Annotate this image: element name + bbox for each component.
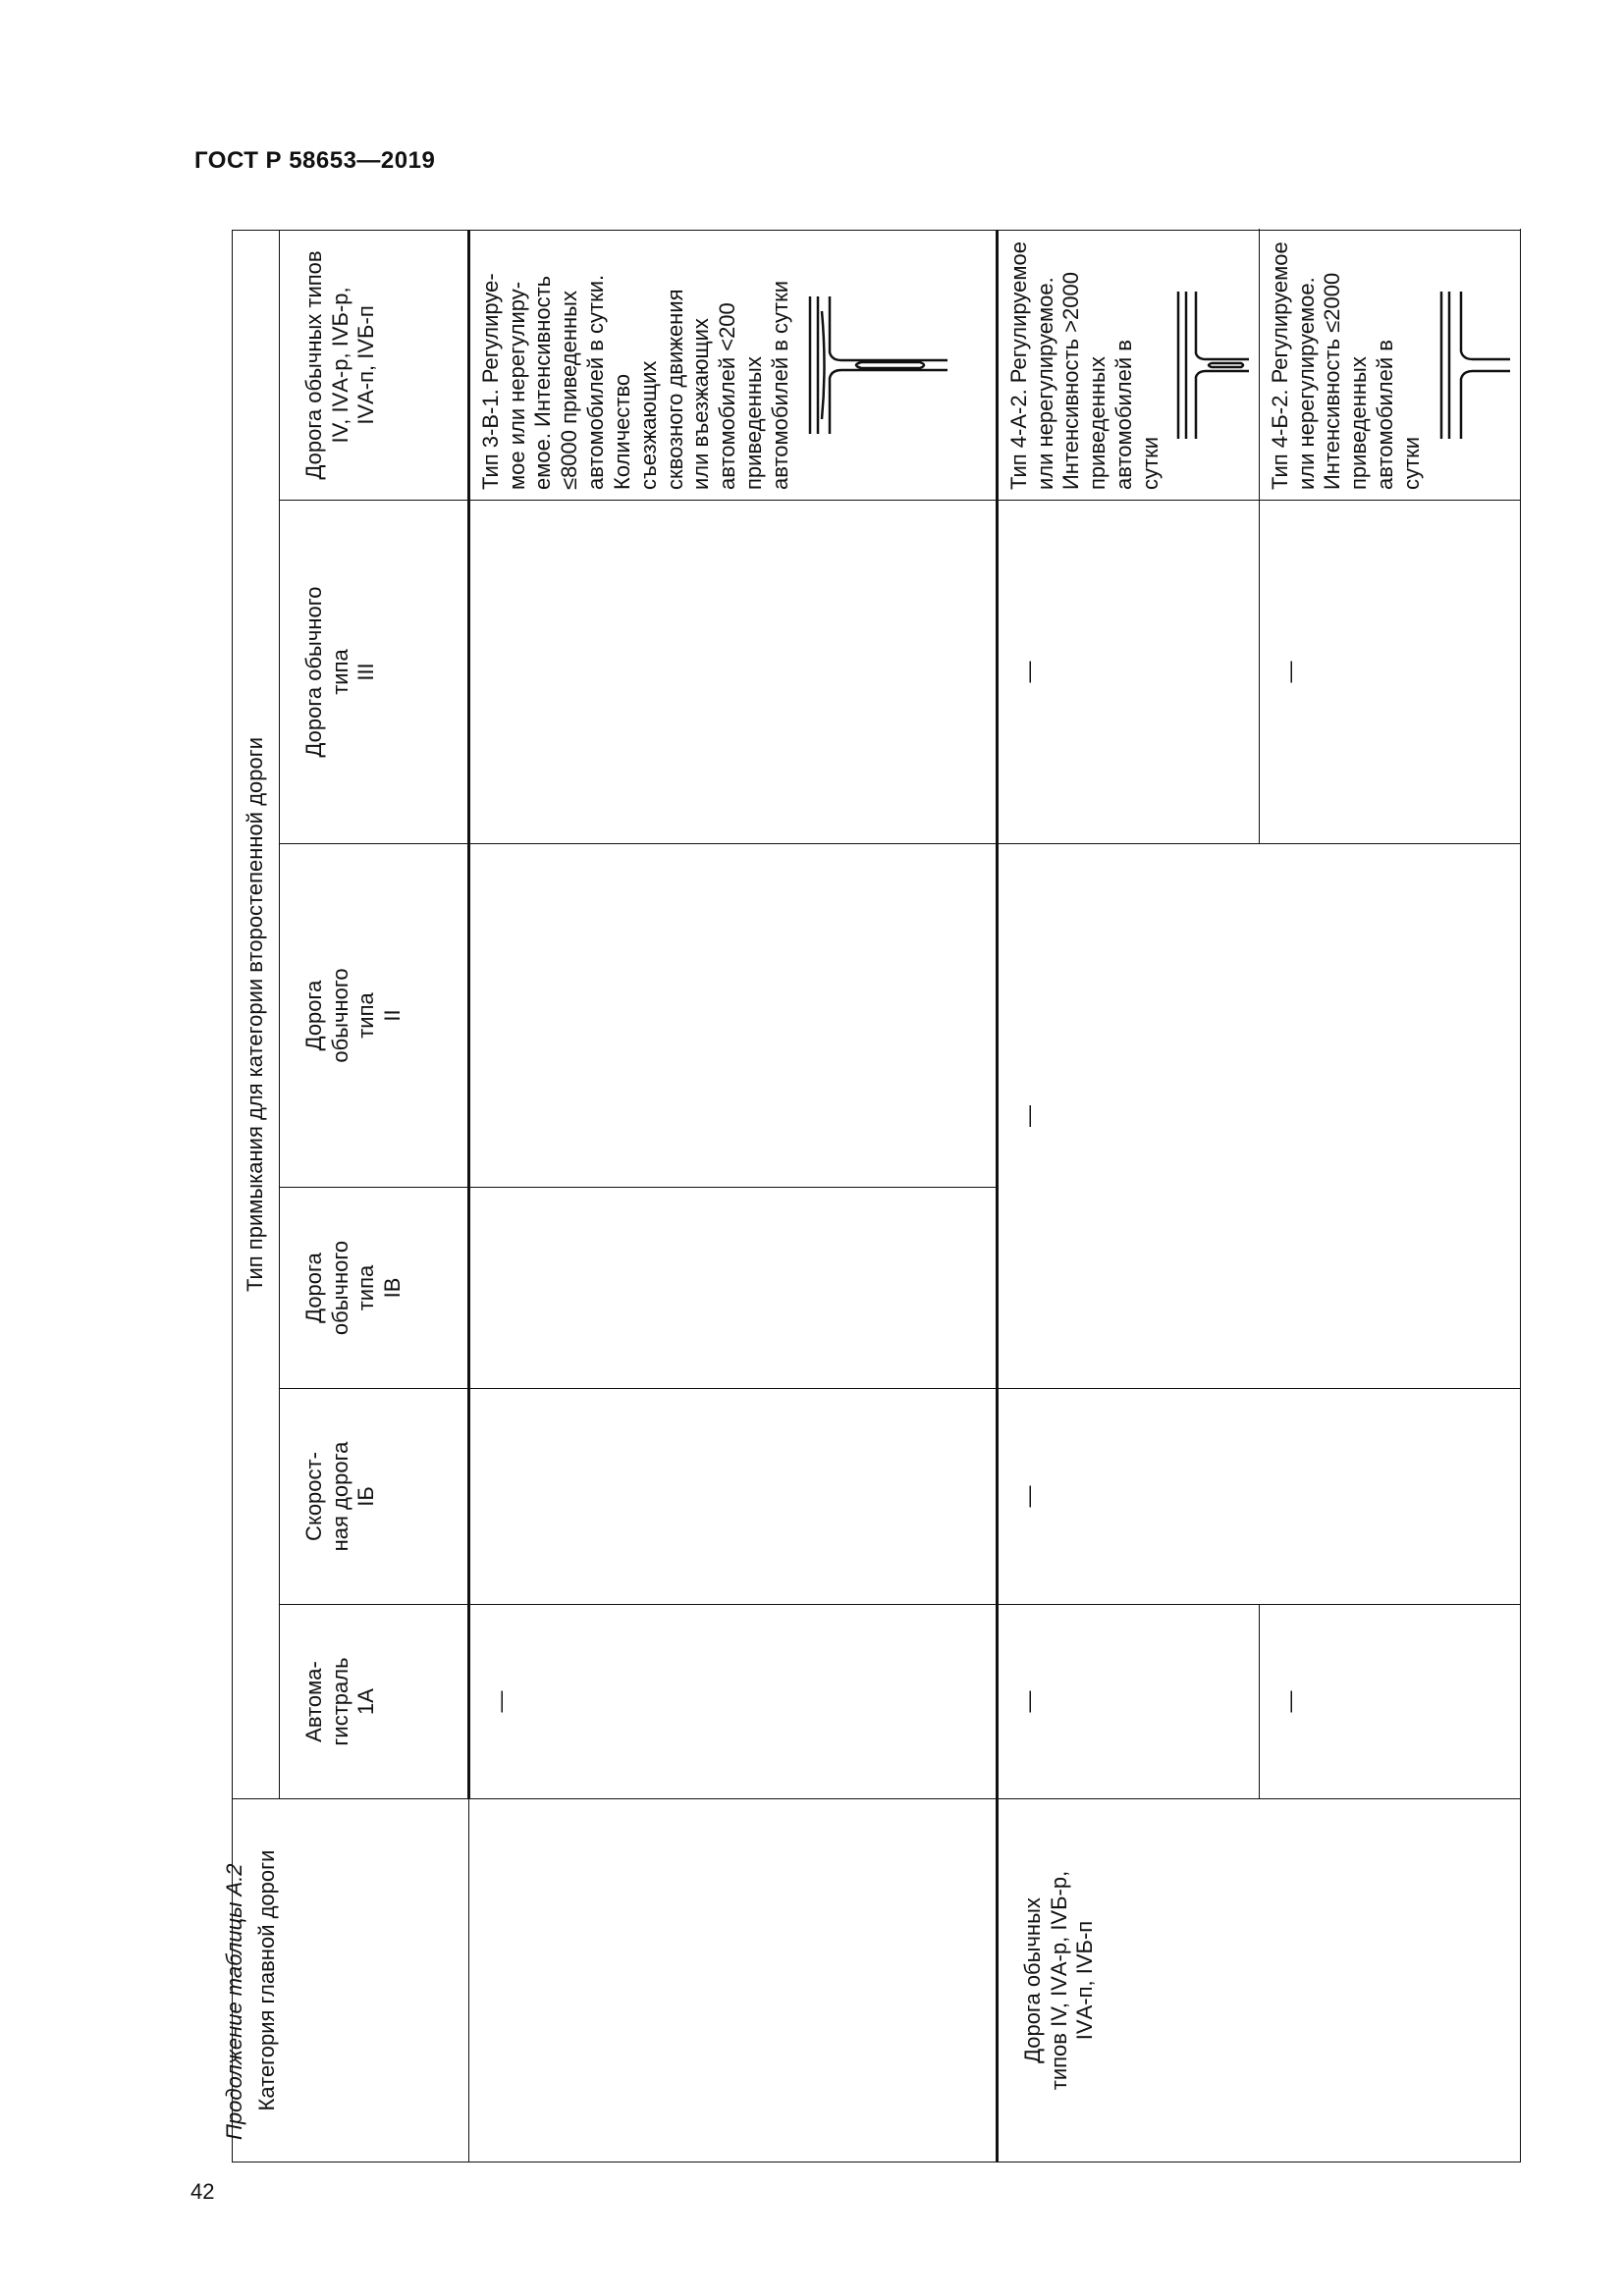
row3-cell-type-4b2: Тип 4-Б-2. Регулируемое или нерегулируемое. Интенсивность ≤2000 приведенных автомобилей в сутки [1259,230,1520,500]
row2-category: Дорога обычных типов IV, IVА-р, IVБ-р, IVА-п, IVБ-п [997,1799,1520,2163]
row2-cell-1a: — [997,1605,1259,1799]
column-header-iv-group: Дорога обычных типов IV, IVА-р, IVБ-р, IVА-п, IVБ-п [279,230,468,500]
row3-cell-1a: — [1259,1605,1520,1799]
row2-cell-type-4a2: Тип 4-А-2. Регулируемое или нерегулируемое. Интенсивность >2000 приведенных автомобилей в сутки [997,230,1259,500]
table-row [468,230,997,2162]
table-caption: Продолжение таблицы А.2 [222,1863,246,2140]
column-header-ii: Дорога обычного типа II [279,844,468,1188]
row2-cell-iii: — [997,501,1259,844]
row1-category [468,1799,997,2163]
row1-cell-ii [468,844,997,1188]
junction-4a2-diagram [1172,287,1251,444]
column-header-ib: Скорост- ная дорога IБ [279,1389,468,1605]
main-category-header: Категория главной дороги [233,1799,469,2163]
table-row [997,230,1259,2162]
row1-cell-iii [468,501,997,844]
column-header-1a: Автома- гистраль 1А [279,1605,468,1799]
row1-cell-1a: — [468,1605,997,1799]
row1-cell-type-3b1: Тип 3-В-1. Регулируе- мое или нерегулиру- емое. Интенсивность ≤8000 приведенных автомобилей в сутки. Количество съезжающих сквозного движения или въезжающих автомобилей <200 приведенных автомобилей в сутки [468,230,997,500]
row1-cell-ib [468,1389,997,1605]
secondary-category-group-header: Тип примыкания для категории второстепенной дороги [233,230,280,1798]
junction-3b1-diagram [802,292,949,439]
row3-cell-iii: — [1259,501,1520,844]
table-header-row-1 [233,230,280,2162]
junction-type-table [232,230,1521,2163]
column-header-iv: Дорога обычного типа IВ [279,1188,468,1389]
column-header-iii: Дорога обычного типа III [279,501,468,844]
row2-cell-iv-ii: — [997,844,1520,1389]
junction-4b2-diagram [1434,287,1512,444]
row2-cell-ib: — [997,1389,1520,1605]
rotated-table [232,231,1423,2163]
page-number: 42 [190,2179,215,2204]
document-header: ГОСТ Р 58653—2019 [194,147,436,174]
row1-cell-iv [468,1188,997,1389]
